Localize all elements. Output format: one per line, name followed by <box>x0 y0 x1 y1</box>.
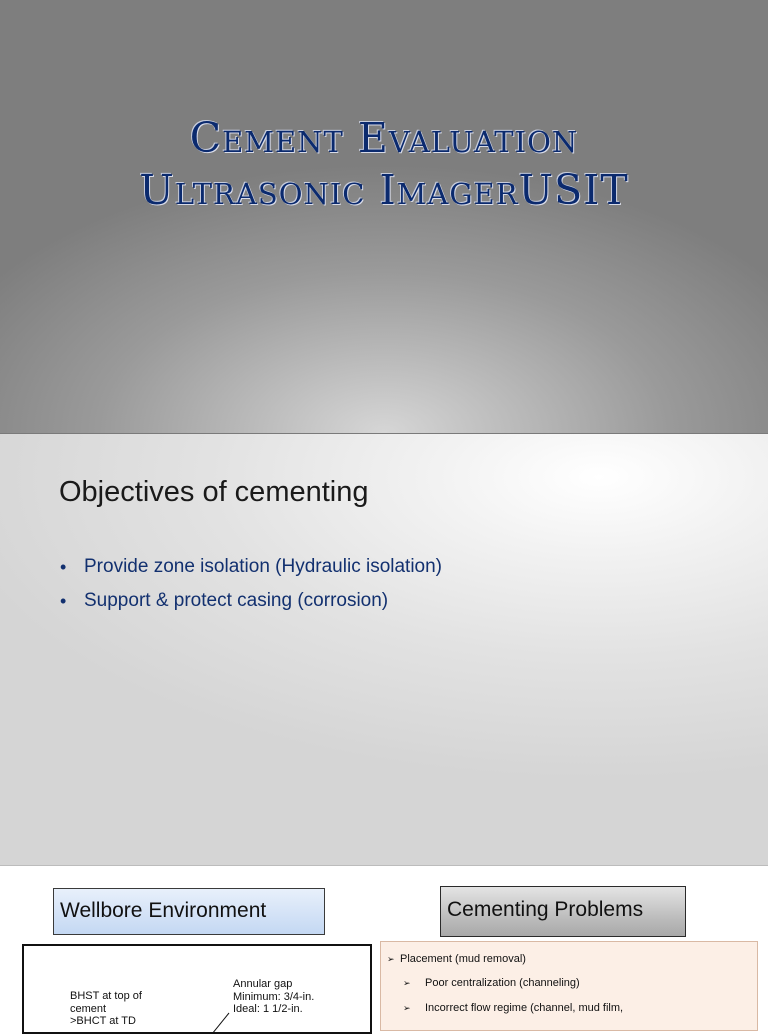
bullet-icon: • <box>60 556 67 577</box>
wellbore-diagram <box>22 944 372 1034</box>
title-line-2: Ultrasonic ImagerUSIT <box>139 166 629 214</box>
arrow-bullet-icon: ➢ <box>403 977 411 988</box>
list-item <box>403 1000 623 1016</box>
cementing-problems-label: Cementing Problems <box>440 886 686 937</box>
list-item <box>387 951 526 967</box>
wellbore-slide <box>0 866 768 1027</box>
arrow-bullet-icon: ➢ <box>387 953 395 964</box>
annular-gap-note-line: Minimum: 3/4-in. <box>233 990 315 1003</box>
temperature-note-line: >BHCT at TD <box>70 1015 136 1027</box>
leader-line <box>24 946 372 1034</box>
list-item <box>60 550 442 584</box>
temperature-note-line: cement <box>70 1002 107 1015</box>
bullet-text: Support & protect casing (corrosion) <box>84 590 389 611</box>
slide-title <box>0 112 768 216</box>
title-line-1: Cement Evaluation <box>189 114 579 162</box>
problem-text: Placement (mud removal) <box>400 953 526 965</box>
title-slide <box>0 0 768 434</box>
bullet-icon: • <box>60 590 67 611</box>
list-item <box>60 584 442 618</box>
temperature-note-line: BHST at top of <box>70 990 142 1002</box>
objectives-slide <box>0 434 768 866</box>
wellbore-environment-label: Wellbore Environment <box>53 888 325 935</box>
annular-gap-note-line: Annular gap <box>233 978 293 990</box>
objectives-heading: Objectives of cementing <box>59 476 369 508</box>
cementing-problems-list <box>380 941 758 1031</box>
list-item <box>403 975 580 991</box>
objectives-list <box>60 550 442 618</box>
arrow-bullet-icon: ➢ <box>403 1002 411 1013</box>
bullet-text: Provide zone isolation (Hydraulic isolation) <box>84 556 443 577</box>
annular-gap-note-line: Ideal: 1 1/2-in. <box>233 1003 303 1015</box>
problem-text: Poor centralization (channeling) <box>425 977 580 989</box>
problem-text: Incorrect flow regime (channel, mud film, <box>425 1002 624 1014</box>
